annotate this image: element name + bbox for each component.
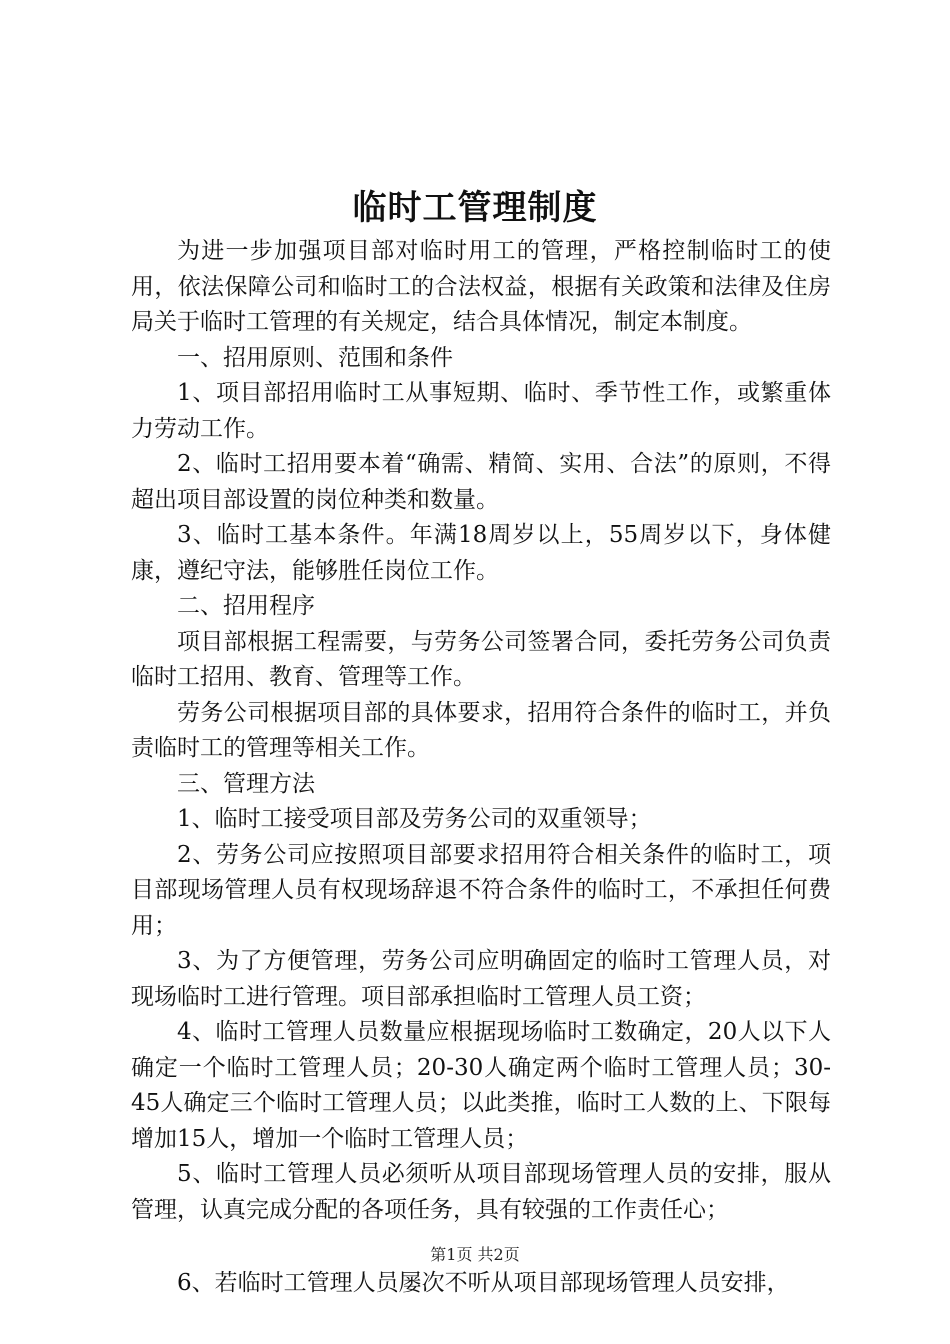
page-number-footer: 第1页 共2页 — [430, 1245, 520, 1264]
paragraph-2-2: 劳务公司根据项目部的具体要求，招用符合条件的临时工，并负责临时工的管理等相关工作。 — [131, 699, 831, 761]
paragraph-3-1: 1、临时工接受项目部及劳务公司的双重领导； — [177, 806, 652, 832]
document-title: 临时工管理制度 — [352, 188, 598, 228]
paragraph-3-5: 5、临时工管理人员必须听从项目部现场管理人员的安排，服从管理，认真完成分配的各项任务，具有较强的工作责任心； — [131, 1161, 831, 1223]
section-heading-1: 一、招用原则、范围和条件 — [177, 344, 453, 371]
paragraph-3-2: 2、劳务公司应按照项目部要求招用符合相关条件的临时工，项目部现场管理人员有权现场辞退不符合条件的临时工，不承担任何费用； — [131, 841, 831, 939]
section-heading-2: 二、招用程序 — [177, 593, 315, 619]
paragraph-3-4: 4、临时工管理人员数量应根据现场临时工数确定，20人以下人确定一个临时工管理人员；20-30人确定两个临时工管理人员；30-45人确定三个临时工管理人员；以此类推，临时工人数的上、下限每增加15人，增加一个临时工管理人员； — [131, 1019, 831, 1152]
paragraph-1-1: 1、项目部招用临时工从事短期、临时、季节性工作，或繁重体力劳动工作。 — [131, 380, 831, 442]
paragraph-1-2: 2、临时工招用要本着“确需、精简、实用、合法”的原则，不得超出项目部设置的岗位种类和数量。 — [131, 451, 831, 513]
section-heading-3: 三、管理方法 — [177, 770, 315, 797]
paragraph-1-3: 3、临时工基本条件。年满18周岁以上，55周岁以下，身体健康，遵纪守法，能够胜任岗位工作。 — [131, 522, 831, 584]
document-body — [131, 234, 831, 1302]
paragraph-3-3: 3、为了方便管理，劳务公司应明确固定的临时工管理人员，对现场临时工进行管理。项目部承担临时工管理人员工资； — [131, 948, 831, 1010]
intro-paragraph: 为进一步加强项目部对临时用工的管理，严格控制临时工的使用，依法保障公司和临时工的合法权益，根据有关政策和法律及住房局关于临时工管理的有关规定，结合具体情况，制定本制度。 — [131, 238, 831, 335]
paragraph-3-6: 6、若临时工管理人员屡次不听从项目部现场管理人员安排， — [177, 1270, 790, 1296]
paragraph-2-1: 项目部根据工程需要，与劳务公司签署合同，委托劳务公司负责临时工招用、教育、管理等工作。 — [131, 628, 831, 690]
